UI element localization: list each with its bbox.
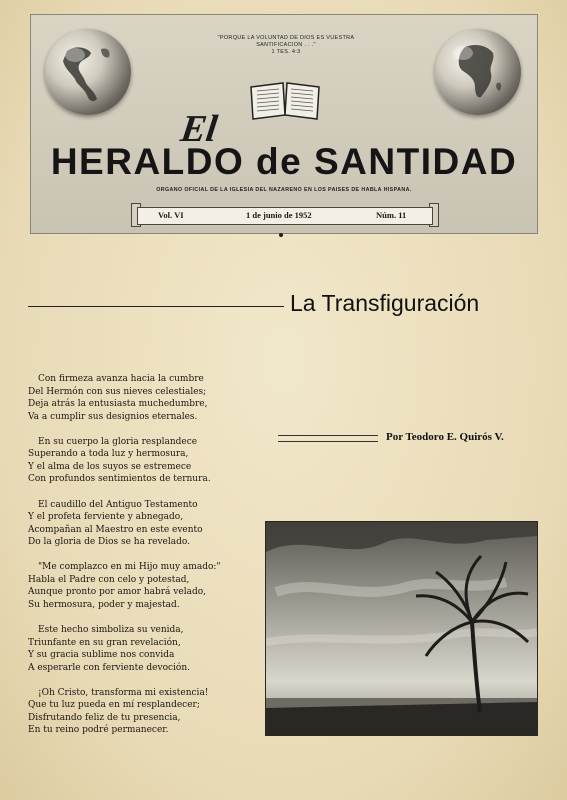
masthead-subtitle: ORGANO OFICIAL DE LA IGLESIA DEL NAZARENO EN LOS PAISES DE HABLA HISPANA. (156, 187, 412, 193)
poem-verse: Va a cumplir sus designios eternales. (28, 411, 198, 422)
poem-stanza (28, 687, 264, 737)
poem-verse: Disfrutando feliz de tu presencia, (28, 712, 181, 723)
globe-africa-icon (435, 29, 521, 115)
poem-verse: Aunque pronto por amor habrá velado, (28, 587, 206, 598)
poem-verse: Que tu luz pueda en mí resplandecer; (28, 700, 200, 711)
poem-verse: Y el profeta ferviente y abnegado, (28, 512, 184, 523)
poem-verse: En su cuerpo la gloria resplandece (38, 436, 198, 447)
byline-rule (278, 435, 378, 442)
poem-verse: Y su gracia sublime nos convida (28, 650, 175, 661)
masthead (30, 14, 538, 234)
title-rule (28, 306, 284, 307)
volume-label: Vol. VI (158, 210, 184, 220)
open-book-icon (247, 79, 323, 125)
motto-line: "PORQUE LA VOLUNTAD DE DIOS ES VUESTRA (217, 35, 355, 41)
poem-verse: Acompañan al Maestro en este evento (28, 524, 203, 535)
article-title: La Transfiguración (290, 290, 480, 316)
poem-verse: Deja atrás la entusiasta muchedumbre, (28, 399, 208, 409)
poem-verse: Habla el Padre con celo y potestad, (28, 574, 190, 585)
issue-banner (137, 207, 433, 225)
motto-reference: 1 TES. 4:3 (271, 49, 301, 55)
poem-verse: En tu reino podré permanecer. (28, 725, 169, 736)
poem-verse: Triunfante en su gran revelación, (28, 637, 181, 648)
globe-americas-icon (45, 29, 131, 115)
issue-number: Núm. 11 (376, 210, 407, 220)
masthead-title-el: El (178, 108, 220, 150)
poem-verse: Este hecho simboliza su venida, (38, 625, 184, 636)
poem-stanza (28, 499, 264, 549)
poem (28, 373, 264, 750)
issue-date: 1 de junio de 1952 (246, 210, 312, 220)
poem-verse: A esperarle con ferviente devoción. (28, 662, 190, 673)
poem-verse: El caudillo del Antiguo Testamento (38, 499, 198, 510)
palm-tree-photo (265, 521, 538, 736)
motto (181, 35, 391, 56)
poem-verse: Con profundos sentimientos de ternura. (28, 474, 211, 485)
poem-verse: Del Hermón con sus nieves celestiales; (28, 386, 207, 397)
masthead-title: HERALDO de SANTIDAD (50, 141, 518, 182)
poem-verse: Su hermosura, poder y majestad. (28, 599, 180, 610)
poem-verse: Con firmeza avanza hacia la cumbre (38, 374, 204, 384)
poem-verse: Y el alma de los suyos se estremece (28, 461, 192, 472)
poem-verse: Do la gloria de Dios se ha revelado. (28, 537, 190, 548)
poem-verse: ¡Oh Cristo, transforma mi existencia! (38, 687, 209, 698)
poem-verse: "Me complazco en mi Hijo muy amado:" (38, 562, 221, 573)
poem-stanza (28, 373, 264, 423)
poem-stanza (28, 436, 264, 486)
motto-line: SANTIFICACION . . ." (256, 42, 316, 48)
poem-verse: Superando a toda luz y hermosura, (28, 449, 189, 460)
poem-stanza (28, 561, 264, 611)
ornament-dot (279, 233, 283, 237)
article-byline: Por Teodoro E. Quirós V. (386, 431, 504, 443)
poem-stanza (28, 624, 264, 674)
